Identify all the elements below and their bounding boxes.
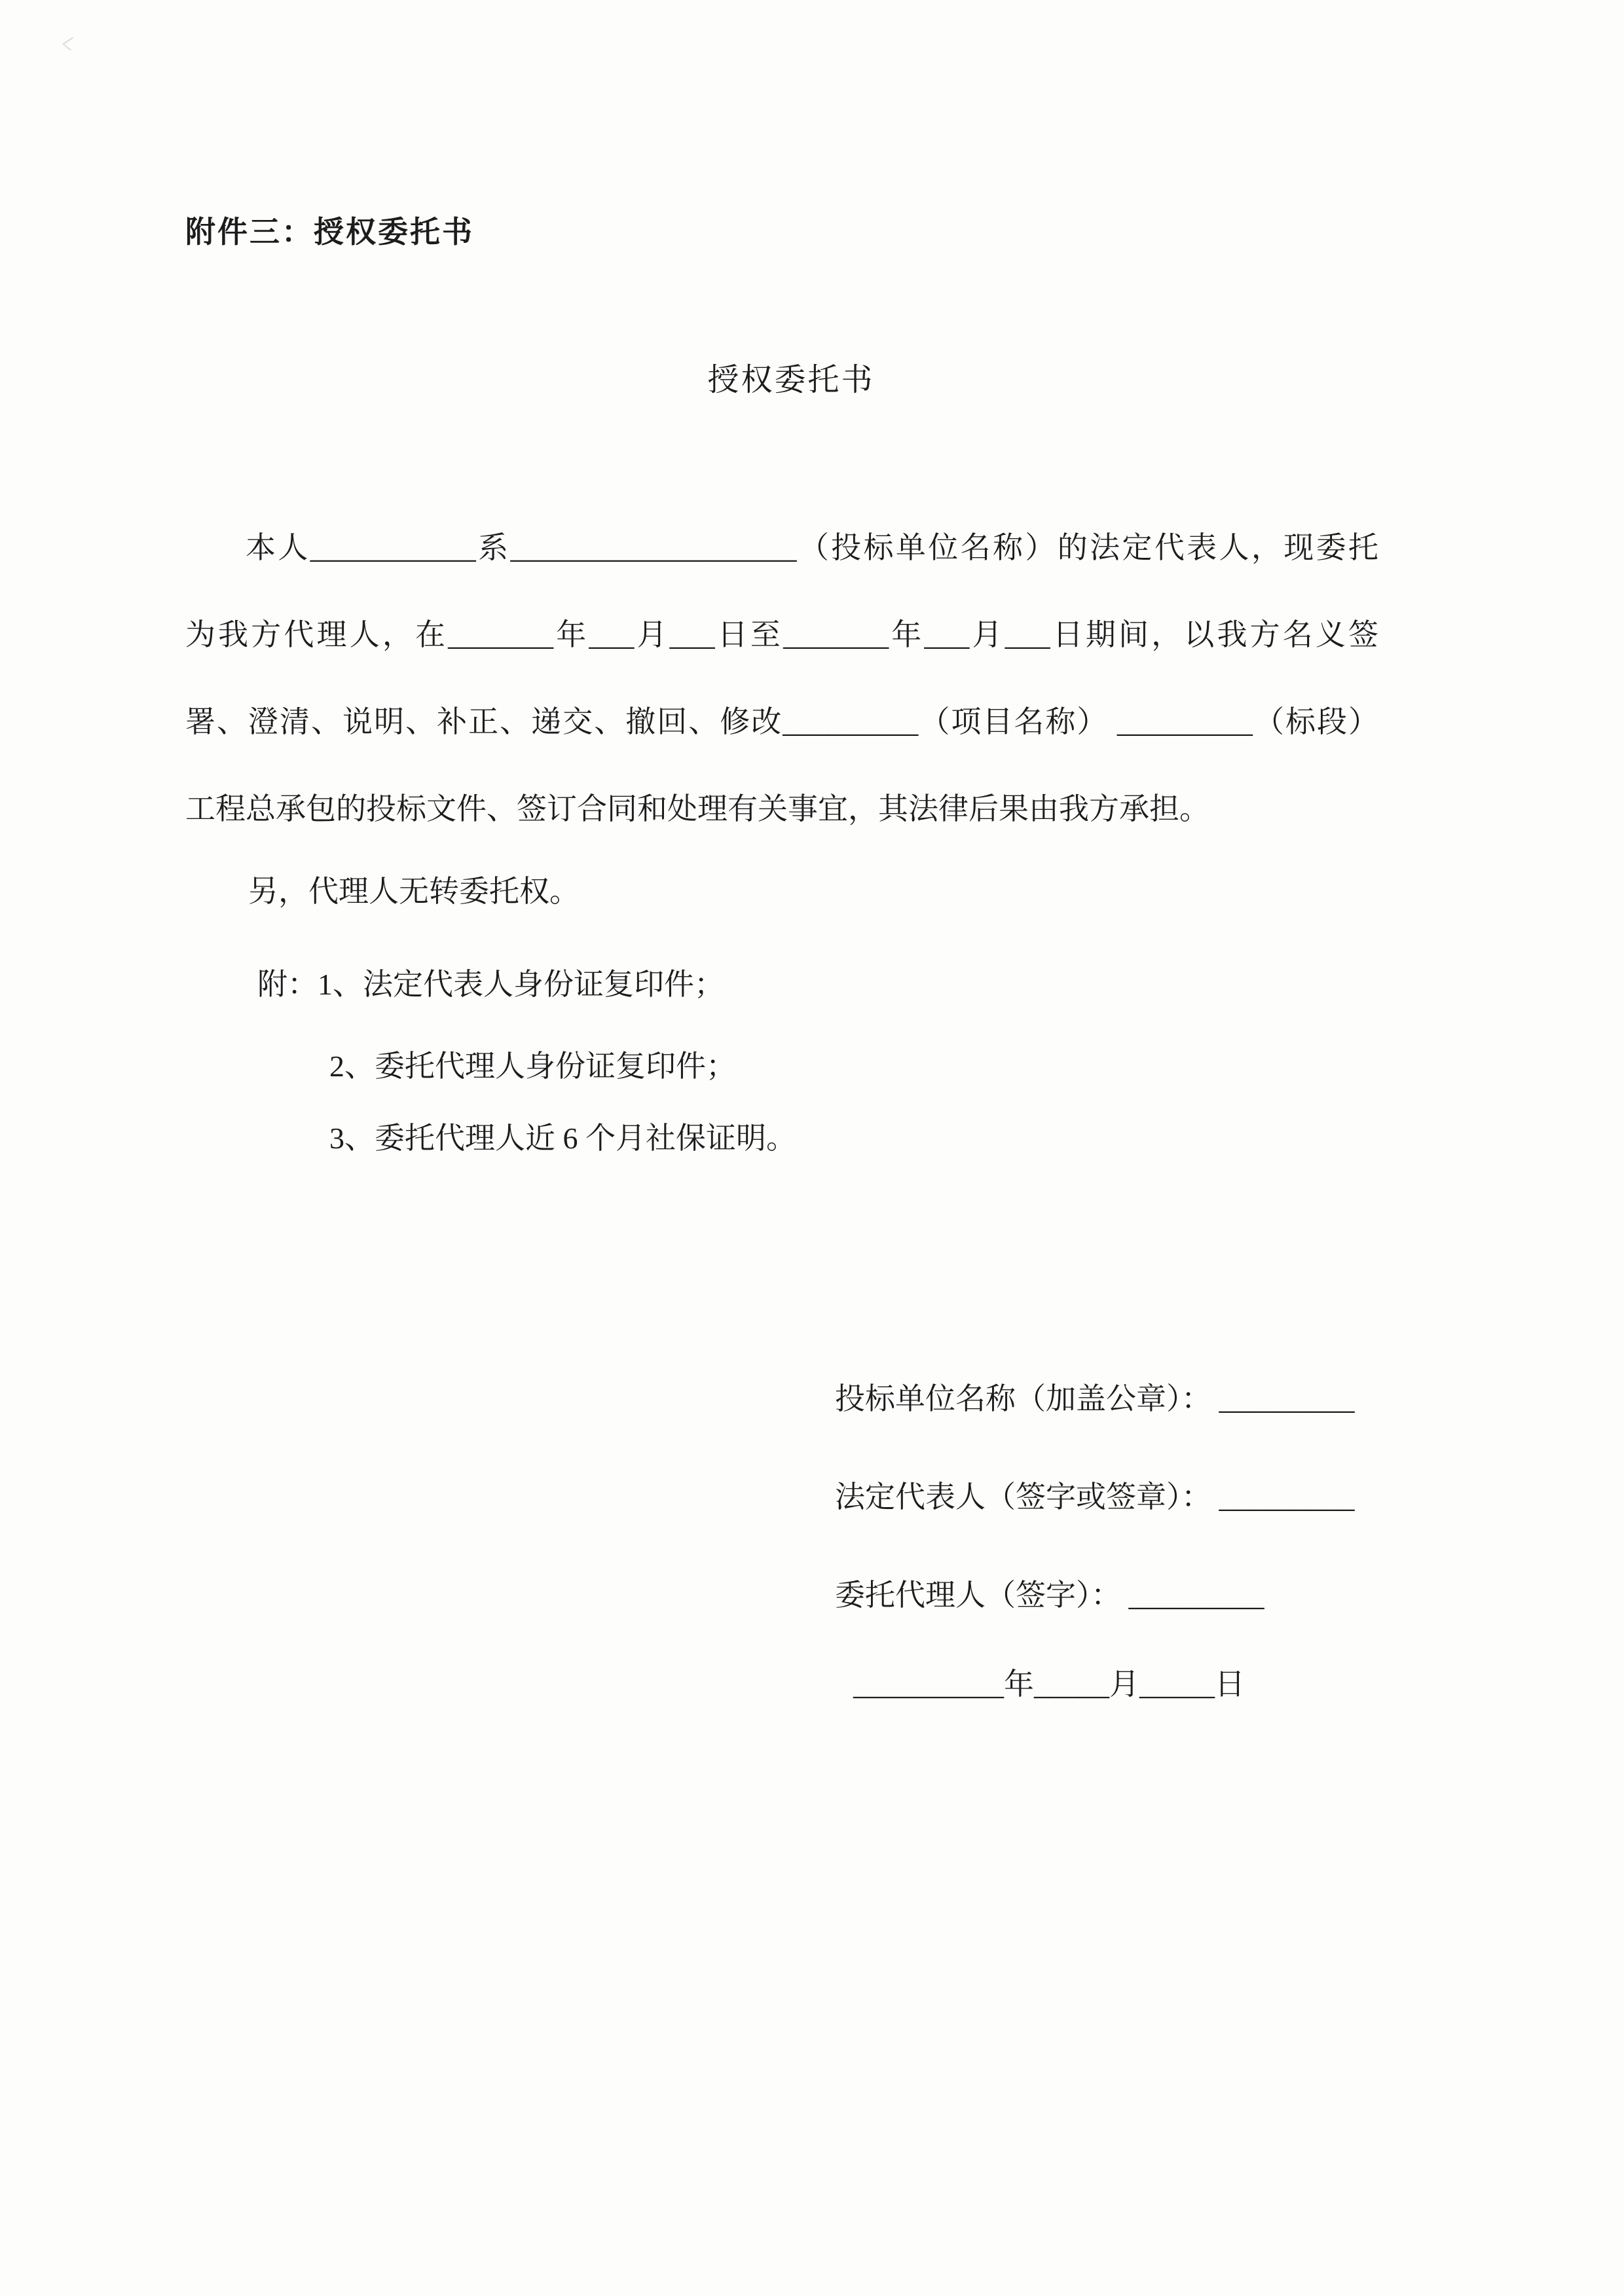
paragraph-line-3: 署、澄清、说明、补正、递交、撤回、修改_________（项目名称） _________（标段） [185, 705, 1378, 738]
paragraph-line-4: 工程总承包的投标文件、签订合同和处理有关事宜，其法律后果由我方承担。 [185, 792, 1209, 826]
attachment-heading: 附件三：授权委托书 [185, 215, 474, 249]
scan-artifact [62, 37, 81, 50]
date-line: __________年_____月_____日 [853, 1667, 1245, 1701]
attachment-list-item-2: 2、委托代理人身份证复印件； [329, 1049, 736, 1083]
authorization-paragraph [185, 504, 1378, 852]
document-title: 授权委托书 [707, 363, 875, 397]
bidder-name-seal-line: 投标单位名称（加盖公章）： _________ [835, 1382, 1355, 1415]
attachment-list-item-3: 3、委托代理人近 6 个月社保证明。 [329, 1121, 796, 1155]
legal-representative-signature-line: 法定代表人（签字或签章）： _________ [835, 1480, 1355, 1514]
attachment-list-heading: 附：1、法定代表人身份证复印件； [257, 968, 724, 1001]
no-sub-delegation-note: 另，代理人无转委托权。 [248, 875, 580, 908]
paragraph-line-2: 为我方代理人，在_______年___月___日至_______年___月___日期间，以我方名义签 [185, 618, 1378, 651]
signature-block [835, 1350, 1355, 1734]
paragraph-line-1: 本人___________系___________________（投标单位名称）的法定代表人，现委托 [246, 531, 1378, 564]
authorized-agent-signature-line: 委托代理人（签字）： _________ [835, 1578, 1264, 1612]
